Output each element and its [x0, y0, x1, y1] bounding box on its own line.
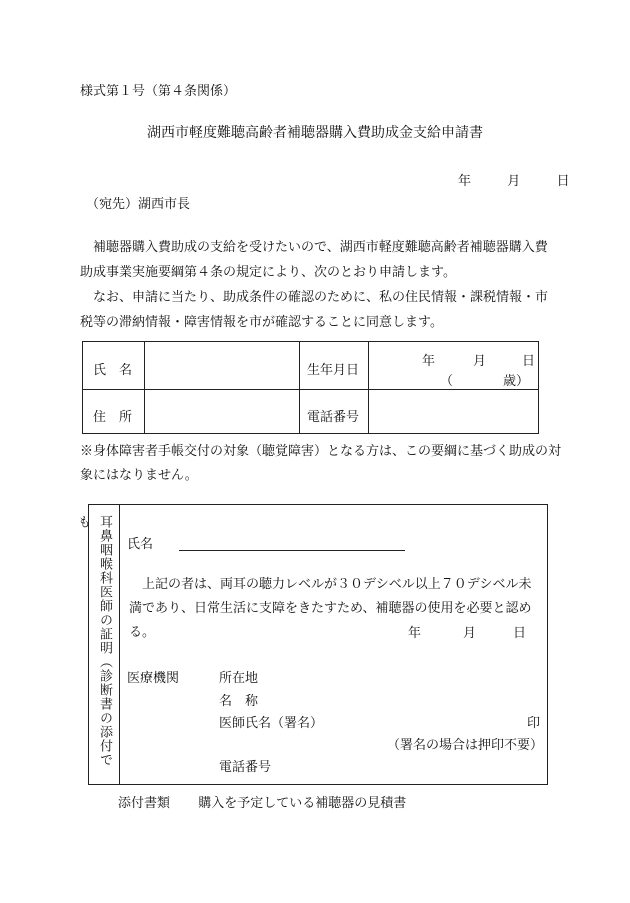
- name-field[interactable]: [147, 346, 295, 386]
- phone-field[interactable]: [372, 393, 534, 433]
- consent-statement: なお、申請に当たり、助成条件の確認のために、私の住民情報・課税情報・市税等の滞納情報・障害情報を市が確認することに同意します。: [80, 290, 549, 330]
- age-close: 歳）: [503, 374, 530, 389]
- application-statement: 補聴器購入費助成の支給を受けたいので、湖西市軽度難聴高齢者補聴器購入費助成事業実施要綱第４条の規定により、次のとおり申請します。: [80, 240, 548, 280]
- application-date: [458, 170, 570, 189]
- patient-name-row: [127, 533, 405, 552]
- birth-day: 日: [522, 354, 536, 369]
- age-open: （: [440, 374, 454, 389]
- doctor-name-label: 医師氏名（署名）: [219, 716, 324, 731]
- attachment-row: [118, 792, 406, 811]
- applicant-table: [82, 341, 539, 434]
- cert-date-year: 年: [408, 626, 422, 641]
- birthdate-label: 生年月日: [307, 363, 360, 378]
- attachment-value: 購入を予定している補聴器の見積書: [198, 796, 407, 811]
- institution-label: 医療機関: [127, 671, 180, 686]
- eligibility-note: ※身体障害者手帳交付の対象（聴覚障害）となる方は、この要綱に基づく助成の対象にはなりません。: [80, 444, 562, 483]
- institution-name-label: 名 称: [219, 694, 259, 709]
- date-day: 日: [556, 174, 570, 189]
- document-title: 湖西市軽度難聴高齢者補聴器購入費助成金支給申請書: [147, 125, 483, 141]
- form-number: 様式第１号（第４条関係）: [80, 84, 237, 99]
- attachment-label: 添付書類: [118, 796, 171, 811]
- date-year: 年: [458, 174, 472, 189]
- name-label: 氏 名: [93, 363, 133, 378]
- addressee: （宛先）湖西市長: [86, 197, 191, 212]
- cert-date-month: 月: [463, 626, 477, 641]
- patient-name-label: 氏名: [127, 537, 154, 552]
- location-label: 所在地: [219, 671, 259, 686]
- phone-label: 電話番号: [307, 410, 360, 425]
- seal-note: （署名の場合は押印不要）: [387, 738, 544, 753]
- patient-name-line[interactable]: [179, 538, 405, 551]
- birth-year: 年: [422, 354, 436, 369]
- address-label: 住 所: [93, 410, 133, 425]
- seal-mark: 印: [527, 716, 541, 731]
- doctor-certification-box: [75, 504, 548, 785]
- date-month: 月: [507, 174, 521, 189]
- certification-vertical-title: 耳鼻咽喉科医師の証明（診断書の添付でも: [75, 515, 112, 767]
- address-field[interactable]: [147, 393, 295, 433]
- hearing-certification-statement: 上記の者は、両耳の聴力レベルが３０デシベル以上７０デシベル未満であり、日常生活に支障をきたすため、補聴器の使用を必要と認める。: [129, 577, 532, 640]
- birth-month: 月: [473, 354, 487, 369]
- doctor-phone-label: 電話番号: [219, 760, 272, 775]
- cert-date-day: 日: [513, 626, 527, 641]
